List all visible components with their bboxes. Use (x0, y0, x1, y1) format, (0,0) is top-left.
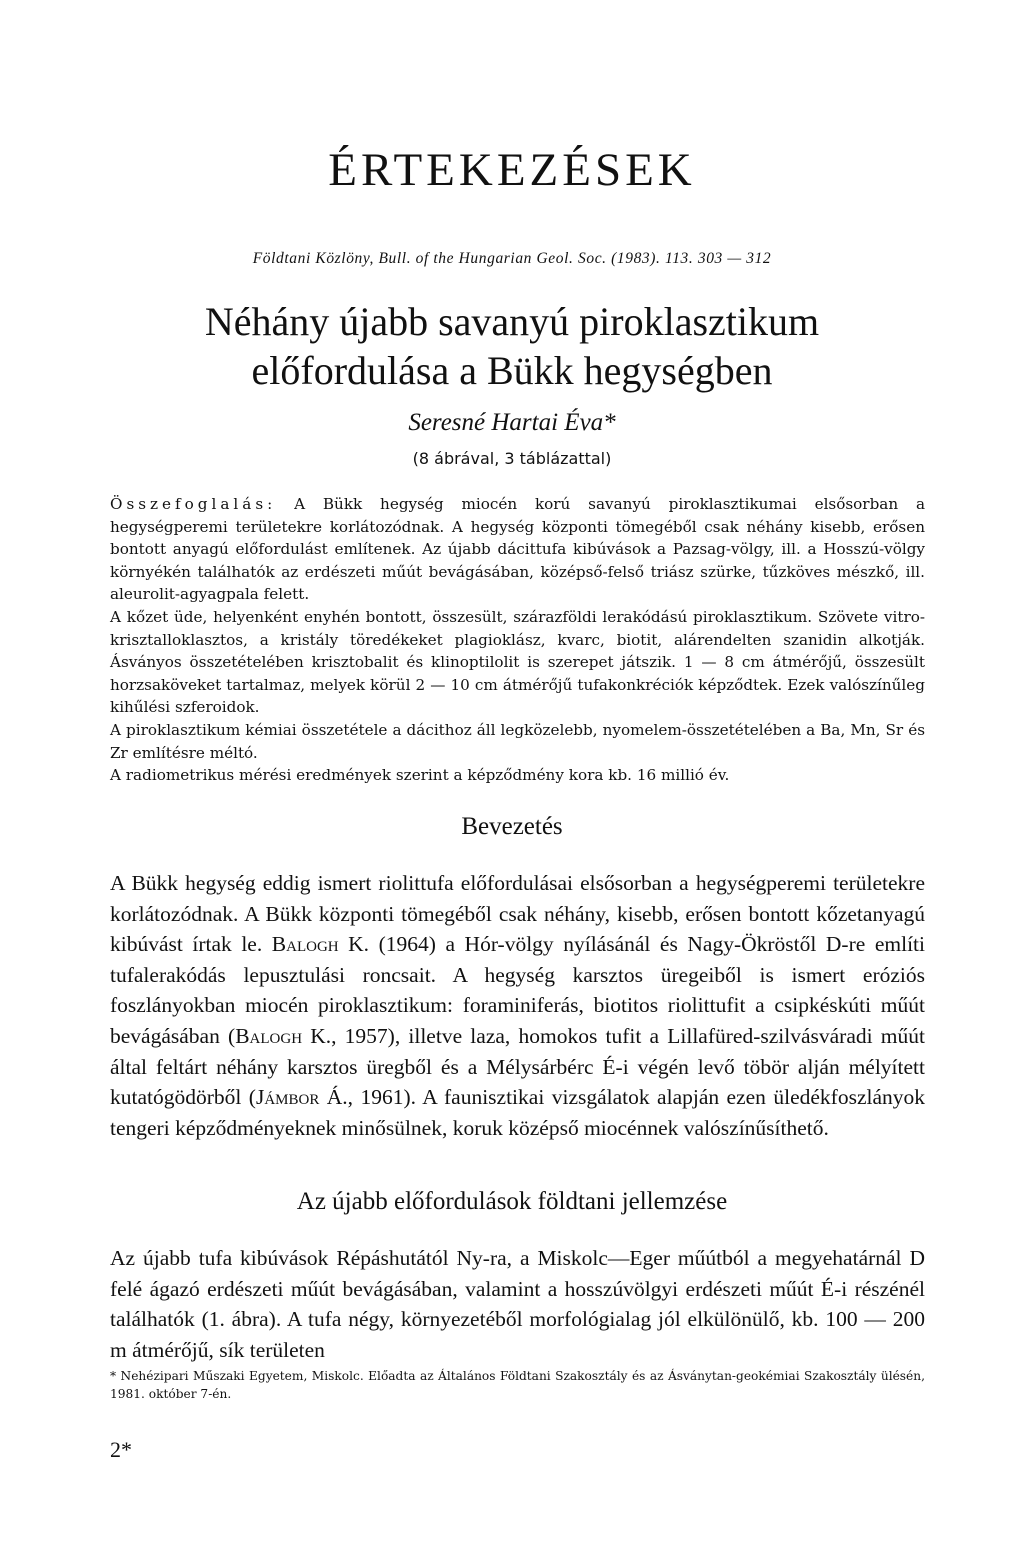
article-title (80, 297, 944, 395)
intro-text-2: (1964) a Hór-völgy nyílásánál és Nagy-Ökröstől D-re említi tufalerakódás lepusztulási roncsait. A hegység karsztos üregeiből is ismert eróziós foszlányokban miocén piroklasztikum: foraminiferás, biotitos riolittufit a csipkéskúti műút bevágásában ( (110, 932, 925, 1048)
reference-author: Balogh K. (235, 1023, 332, 1048)
geology-paragraph: Az újabb tufa kibúvások Répáshutától Ny-ra, a Miskolc—Eger műútból a megyehatárnál D felé ágazó erdészeti műút bevágásában, valamint a hosszúvölgyi erdészeti műút É-i részénél találhatók (1. ábra). A tufa négy, környezetéből morfológialag jól elkülönülő, kb. 100 — 200 m átmérőjű, sík területen (110, 1246, 925, 1362)
introduction-body (110, 868, 925, 1143)
introduction-paragraph (110, 868, 925, 1143)
reference-author: Balogh K. (271, 932, 370, 957)
page-signature-mark: 2* (110, 1437, 132, 1462)
abstract-paragraph-4: A radiometrikus mérési eredmények szerint a képződmény kora kb. 16 millió év. (110, 766, 730, 785)
article-title-line-2: előfordulása a Bükk hegységben (251, 348, 773, 393)
abstract (110, 493, 925, 787)
heading-geology: Az újabb előfordulások földtani jellemzése (296, 1188, 728, 1215)
intro-text-4: , 1961). A faunisztikai vizsgálatok alapján ezen üledékfoszlányok tengeri képződményeknek minősülnek, koruk középső miocénnek valószínűsíthető. (110, 1085, 925, 1140)
abstract-paragraph-1-text: A Bükk hegység miocén korú savanyú piroklasztikumai elsősorban a hegységperemi területekre korlátozódnak. A hegység központi tömegéből csak néhány kisebb, erősen bontott anyagú előfordulást említenek. Az újabb dácittufa kibúvások a Pazsag-völgy, ill. a Hosszú-völgy környékén találhatók az erdészeti műút bevágásában, középső-felső triász szürke, tűzköves mészkő, ill. aleurolit-agyagpala felett. (110, 495, 926, 604)
abstract-lead: Összefoglalás: (110, 495, 277, 513)
heading-introduction: Bevezetés (461, 813, 563, 840)
article-title-line-1: Néhány újabb savanyú piroklasztikum (204, 299, 820, 344)
figures-tables-note: (8 ábrával, 3 táblázattal) (412, 449, 612, 468)
journal-citation: Földtani Közlöny, Bull. of the Hungarian Geol. Soc. (1983). 113. 303 — 312 (252, 250, 772, 267)
geology-body (110, 1243, 925, 1365)
footnote: * Nehézipari Műszaki Egyetem, Miskolc. Előadta az Általános Földtani Szakosztály és az Ásványtan-geokémiai Szakosztály ülésén, 1981. október 7-én. (110, 1369, 925, 1401)
reference-author: Jámbor Á. (255, 1085, 348, 1110)
author-name: Seresné Hartai Éva* (408, 409, 616, 436)
abstract-paragraph-3: A piroklasztikum kémiai összetétele a dácithoz áll legközelebb, nyomelem-összetételében a Ba, Mn, Sr és Zr említésre méltó. (110, 720, 925, 762)
intro-text-1: A Bükk hegység eddig ismert riolittufa előfordulásai elsősorban a hegységperemi területekre korlátozódnak. A Bükk központi tömegéből csak néhány, kisebb, erősen bontott kőzetanyagú kibúvást írtak le. (110, 871, 925, 957)
abstract-paragraph-2: A kőzet üde, helyenként enyhén bontott, összesült, szárazföldi lerakódású piroklasztikum. Szövete vitro-krisztalloklasztos, a kristály töredékeket plagioklász, kvarc, biotit, alárendelten szanidin alkotják. Ásványos összetételében krisztobalit és klinoptilolit is szerepet játszik. 1 — 8 cm átmérőjű, összesült horzsaköveket tartalmaz, melyek körül 2 — 10 cm átmérőjű tufakonkréciók képződtek. Ezek valószínűleg kihűlési szferoidok. (110, 607, 925, 717)
intro-text-3: , 1957), illetve laza, homokos tufit a Lillafüred-szilvásváradi műút által feltárt néhány karsztos üregből és a Mélysárbérc É-i végén levő töbör alján mélyített kutatógödörből ( (110, 1023, 925, 1110)
abstract-paragraph-1 (110, 493, 925, 606)
section-title: ÉRTEKEZÉSEK (328, 144, 696, 196)
